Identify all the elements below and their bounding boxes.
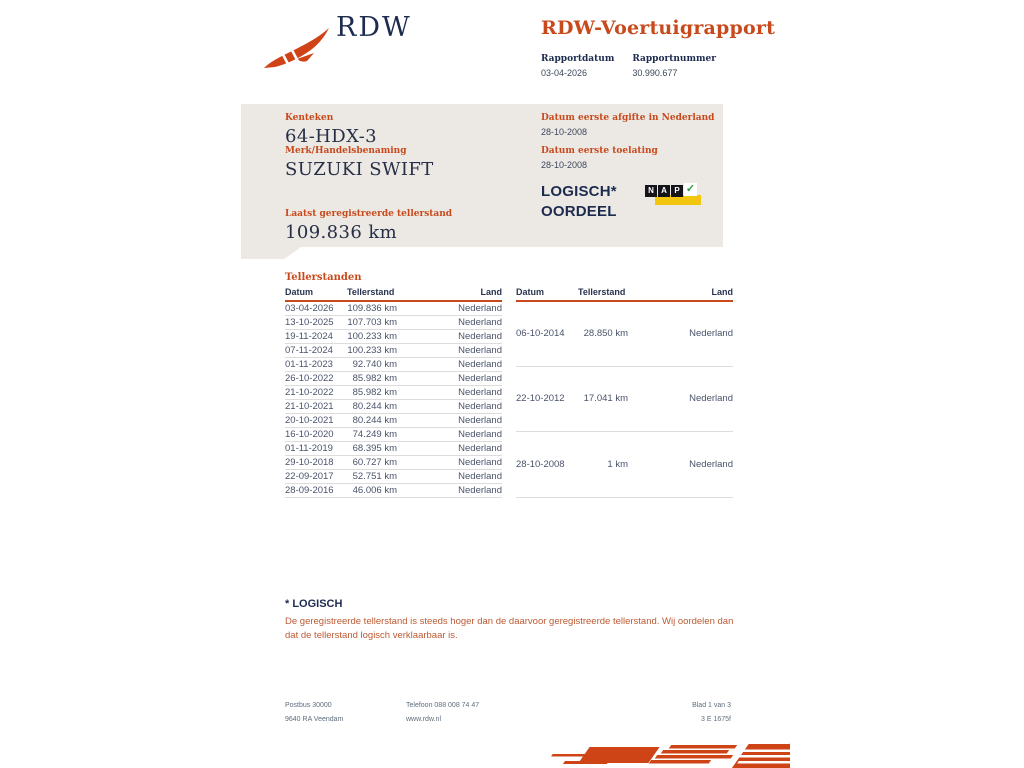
table-row bbox=[285, 343, 502, 357]
footer-phone: Telefoon 088 008 74 47 bbox=[406, 702, 480, 709]
merk-value: SUZUKI SWIFT bbox=[285, 159, 434, 180]
laatste-tellerstand-label: Laatst geregistreerde tellerstand bbox=[285, 209, 453, 219]
table-row bbox=[285, 413, 502, 427]
table-row bbox=[285, 315, 502, 329]
report-number-label: Rapportnummer bbox=[632, 54, 716, 64]
table-row bbox=[516, 432, 733, 497]
cell-datum: 22-10-2012 bbox=[516, 366, 578, 431]
table-row bbox=[285, 469, 502, 483]
footer-contact bbox=[406, 699, 479, 727]
cell-tellerstand: 80.244 km bbox=[347, 413, 397, 427]
cell-tellerstand: 17.041 km bbox=[578, 366, 628, 431]
cell-land: Nederland bbox=[628, 432, 733, 497]
table-row bbox=[285, 385, 502, 399]
cell-tellerstand: 109.836 km bbox=[347, 302, 397, 314]
eerste-toelating-field bbox=[541, 146, 658, 170]
section-title: Tellerstanden bbox=[285, 272, 362, 283]
cell-land: Nederland bbox=[397, 441, 502, 455]
kenteken-value: 64-HDX-3 bbox=[285, 126, 378, 147]
kenteken-field bbox=[285, 113, 377, 147]
cell-datum: 07-11-2024 bbox=[285, 343, 347, 357]
cell-datum: 21-10-2022 bbox=[285, 385, 347, 399]
column-header-datum: Datum bbox=[516, 287, 578, 301]
cell-land: Nederland bbox=[397, 371, 502, 385]
cell-land: Nederland bbox=[397, 329, 502, 343]
tellerstanden-section bbox=[285, 272, 733, 498]
nap-letter-a: A bbox=[658, 185, 670, 197]
column-header-land: Land bbox=[397, 287, 502, 301]
summary-box-tail bbox=[241, 247, 301, 259]
table-row bbox=[285, 371, 502, 385]
eerste-toelating-value: 28-10-2008 bbox=[541, 160, 588, 170]
cell-datum: 26-10-2022 bbox=[285, 371, 347, 385]
cell-tellerstand: 28.850 km bbox=[578, 301, 628, 366]
cell-land: Nederland bbox=[397, 483, 502, 497]
cell-datum: 06-10-2014 bbox=[516, 301, 578, 366]
cell-tellerstand: 1 km bbox=[578, 432, 628, 497]
cell-datum: 21-10-2021 bbox=[285, 399, 347, 413]
cell-tellerstand: 74.249 km bbox=[347, 427, 397, 441]
report-meta bbox=[541, 54, 716, 78]
nap-letter-p: P bbox=[671, 185, 683, 197]
cell-datum: 16-10-2020 bbox=[285, 427, 347, 441]
eerste-afgifte-value: 28-10-2008 bbox=[541, 127, 588, 137]
cell-datum: 22-09-2017 bbox=[285, 469, 347, 483]
cell-datum: 03-04-2026 bbox=[285, 301, 347, 315]
table-row bbox=[516, 301, 733, 366]
tellerstanden-table-right bbox=[516, 287, 733, 498]
eerste-afgifte-label: Datum eerste afgifte in Nederland bbox=[541, 113, 715, 123]
oordeel-text bbox=[541, 182, 617, 222]
report-number bbox=[632, 54, 716, 78]
cell-land: Nederland bbox=[397, 399, 502, 413]
report-date-value: 03-04-2026 bbox=[541, 68, 588, 78]
rdw-logotype: RDW bbox=[336, 12, 412, 43]
merk-field bbox=[285, 146, 434, 180]
cell-datum: 13-10-2025 bbox=[285, 315, 347, 329]
cell-tellerstand: 92.740 km bbox=[347, 357, 397, 371]
table-row bbox=[285, 301, 502, 315]
merk-label: Merk/Handelsbenaming bbox=[285, 146, 407, 156]
cell-land: Nederland bbox=[397, 385, 502, 399]
column-header-tellerstand: Tellerstand bbox=[578, 287, 628, 301]
column-header-land: Land bbox=[628, 287, 733, 301]
cell-land: Nederland bbox=[397, 343, 502, 357]
cell-datum: 28-10-2008 bbox=[516, 432, 578, 497]
cell-tellerstand: 80.244 km bbox=[347, 399, 397, 413]
table-row bbox=[285, 329, 502, 343]
checkmark-icon: ✓ bbox=[685, 183, 696, 195]
report-date-label: Rapportdatum bbox=[541, 54, 615, 64]
eerste-toelating-label: Datum eerste toelating bbox=[541, 146, 658, 156]
table-header-row bbox=[285, 287, 502, 301]
vehicle-summary-box bbox=[241, 104, 723, 247]
cell-land: Nederland bbox=[397, 315, 502, 329]
cell-datum: 19-11-2024 bbox=[285, 329, 347, 343]
eerste-afgifte-field bbox=[541, 113, 714, 137]
footer-address-line1: Postbus 30000 bbox=[285, 702, 332, 709]
cell-tellerstand: 85.982 km bbox=[347, 385, 397, 399]
page-title: RDW-Voertuigrapport bbox=[541, 17, 776, 39]
cell-datum: 01-11-2019 bbox=[285, 441, 347, 455]
table-row bbox=[285, 483, 502, 497]
nap-logo-icon bbox=[645, 183, 703, 210]
cell-tellerstand: 85.982 km bbox=[347, 371, 397, 385]
cell-tellerstand: 100.233 km bbox=[347, 344, 397, 356]
table-row bbox=[516, 366, 733, 431]
table-row bbox=[285, 427, 502, 441]
footer-website: www.rdw.nl bbox=[406, 716, 442, 723]
tellerstanden-table-left bbox=[285, 287, 502, 498]
rdw-wing-logo-icon bbox=[263, 26, 331, 70]
cell-tellerstand: 107.703 km bbox=[347, 316, 397, 328]
table-row bbox=[285, 399, 502, 413]
footer-page-info bbox=[692, 699, 731, 727]
table-row bbox=[285, 455, 502, 469]
laatste-tellerstand-field bbox=[285, 209, 452, 243]
cell-land: Nederland bbox=[397, 427, 502, 441]
table-header-row bbox=[516, 287, 733, 301]
wing-stripes-graphic-icon bbox=[550, 741, 790, 768]
kenteken-label: Kenteken bbox=[285, 113, 334, 123]
cell-tellerstand: 68.395 km bbox=[347, 441, 397, 455]
table-row bbox=[285, 357, 502, 371]
footnote-title: * LOGISCH bbox=[285, 598, 343, 610]
cell-land: Nederland bbox=[628, 366, 733, 431]
cell-tellerstand: 52.751 km bbox=[347, 469, 397, 483]
oordeel-line1: LOGISCH* bbox=[541, 183, 617, 200]
cell-land: Nederland bbox=[397, 469, 502, 483]
cell-tellerstand: 100.233 km bbox=[347, 330, 397, 342]
laatste-tellerstand-value: 109.836 km bbox=[285, 222, 398, 243]
cell-tellerstand: 60.727 km bbox=[347, 455, 397, 469]
nap-letter-n: N bbox=[645, 185, 657, 197]
report-date bbox=[541, 54, 614, 78]
column-header-datum: Datum bbox=[285, 287, 347, 301]
logisch-footnote bbox=[285, 598, 737, 643]
cell-land: Nederland bbox=[628, 301, 733, 366]
cell-datum: 28-09-2016 bbox=[285, 483, 347, 497]
footer-address-line2: 9640 RA Veendam bbox=[285, 716, 344, 723]
cell-datum: 01-11-2023 bbox=[285, 357, 347, 371]
cell-datum: 20-10-2021 bbox=[285, 413, 347, 427]
report-number-value: 30.990.677 bbox=[632, 68, 678, 78]
cell-tellerstand: 46.006 km bbox=[347, 483, 397, 497]
footer-address bbox=[285, 699, 343, 727]
cell-land: Nederland bbox=[397, 357, 502, 371]
cell-datum: 29-10-2018 bbox=[285, 455, 347, 469]
table-row bbox=[285, 441, 502, 455]
footer-page-indicator: Blad 1 van 3 bbox=[692, 702, 731, 709]
cell-land: Nederland bbox=[397, 413, 502, 427]
oordeel-line2: OORDEEL bbox=[541, 203, 617, 220]
footnote-body: De geregistreerde tellerstand is steeds hoger dan de daarvoor geregistreerde tellerstand. Wij oordelen dan dat de tellerstand logisch verklaarbaar is. bbox=[285, 616, 734, 641]
column-header-tellerstand: Tellerstand bbox=[347, 287, 397, 301]
cell-land: Nederland bbox=[397, 455, 502, 469]
footer-form-code: 3 E 1675f bbox=[701, 716, 731, 723]
cell-land: Nederland bbox=[397, 301, 502, 315]
